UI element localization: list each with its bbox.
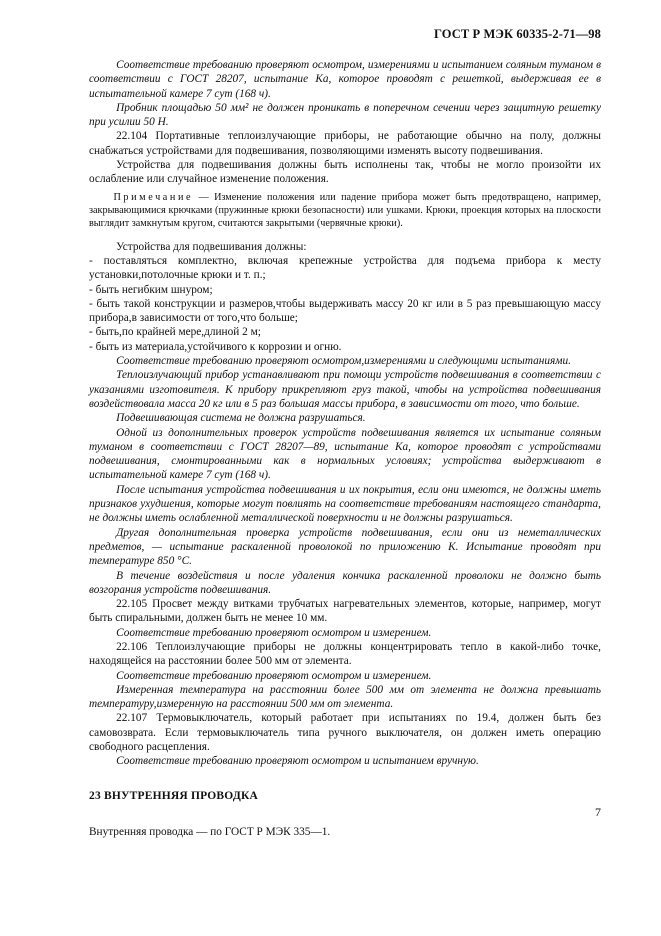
section-title: 23 ВНУТРЕННЯЯ ПРОВОДКА: [89, 789, 259, 802]
paragraph: Другая дополнительная проверка устройств подвешивания, если они из неметаллических предметов, — испытание раскаленной проволокой по приложению К. Испытание проводят при температуре 850 °С.: [89, 526, 601, 568]
list-item: - поставляться комплектно, включая крепежные устройства для подъема прибора к месту установки,потолочные крюки и т. п.;: [89, 254, 601, 282]
clause-22-105: 22.105 Просвет между витками трубчатых нагревательных элементов, которые, например, могут быть спиральными, должен быть не менее 10 мм.: [89, 598, 601, 625]
paragraph: Одной из дополнительных проверок устройств подвешивания является их испытание соляным туманом в соответствии с ГОСТ 28207—89, испытание Ка, которое проводят с устройствами подвешивания, смонтированными как в нормальных условиях; устройства выдерживают в испытательной камере 7 сут (168 ч).: [89, 426, 601, 482]
paragraph: Измеренная температура на расстоянии более 500 мм от элемента не должна превышать температуру,измеренную на расстоянии 500 мм от элемента.: [89, 683, 601, 711]
note: [89, 191, 601, 230]
list-item: - быть такой конструкции и размеров,чтобы выдерживать массу 20 кг или в 5 раз превышающую массу прибора,в зависимости от того,что больше;: [89, 297, 601, 325]
paragraph: Соответствие требованию проверяют осмотром и измерением.: [116, 626, 432, 639]
note-text: — Изменение положения или падение прибора может быть предотвращено, например, закрывающимися крючками (пружинные крюки безопасности) или ушками. Крюки, проекция которых на плоскости выглядит замкнутым кругом, считаются закрытыми (червячные крюки).: [89, 191, 601, 229]
paragraph: Соответствие требованию проверяют осмотром и испытанием вручную.: [116, 755, 479, 768]
document-body: [89, 58, 601, 839]
paragraph: Теплоизлучающий прибор устанавливают при помощи устройств подвешивания в соответствии с указаниями изготовителя. К прибору прикрепляют груз такой, чтобы на устройства подвешивания воздействовала масса 20 кг или в 5 раз большая массы прибора, в зависимости от того, что больше.: [89, 369, 601, 410]
section-body: Внутренняя проводка — по ГОСТ Р МЭК 335—1.: [89, 825, 331, 838]
paragraph: Пробник площадью 50 мм² не должен проникать в поперечном сечении через защитную решетку при усилии 50 Н.: [89, 101, 601, 129]
paragraph: Устройства для подвешивания должны:: [116, 240, 307, 253]
clause-22-107: 22.107 Термовыключатель, который работает при испытаниях по 19.4, должен быть без самовозврата. Если термовыключатель типа ручного выключателя, он должен иметь операцию свободного расцепления.: [89, 712, 601, 754]
clause-22-106: 22.106 Теплоизлучающие приборы не должны концентрировать тепло в какой-либо точке, находящейся на расстоянии более 500 мм от элемента.: [89, 640, 601, 668]
list-item: - быть негибким шнуром;: [89, 283, 213, 296]
clause-22-104: 22.104 Портативные теплоизлучающие приборы, не работающие обычно на полу, должны снабжаться устройствами для подвешивания, позволяющими изменять высоту подвешивания.: [89, 130, 601, 157]
page-number: 7: [595, 805, 601, 819]
paragraph: Устройства для подвешивания должны быть исполнены так, чтобы не могло произойти их ослабление или случайное изменение положения.: [89, 159, 601, 186]
note-label: Примечание: [113, 191, 194, 203]
paragraph: Подвешивающая система не должна разрушаться.: [116, 412, 366, 425]
paragraph: После испытания устройства подвешивания и их покрытия, если они имеются, не должны иметь признаков ухудшения, которые могут повлиять на соответствие требованиям настоящего стандарта, не должны иметь ослабленной металлической поверхности и не должны разрушаться.: [89, 483, 601, 525]
document-header: ГОСТ Р МЭК 60335-2-71—98: [434, 27, 601, 41]
paragraph: Соответствие требованию проверяют осмотром и измерением.: [116, 669, 432, 682]
list-item: - быть,по крайней мере,длиной 2 м;: [89, 326, 261, 339]
paragraph: В течение воздействия и после удаления кончика раскаленной проволоки не должно быть возгорания устройств подвешивания.: [89, 569, 601, 596]
paragraph: Соответствие требованию проверяют осмотром,измерениями и следующими испытаниями.: [116, 355, 571, 368]
paragraph: Соответствие требованию проверяют осмотром, измерениями и испытанием соляным туманом в соответствии с ГОСТ 28207, испытание Ка, которое проводят с решеткой, выдерживая ее в испытательной камере 7 сут (168 ч).: [89, 59, 601, 100]
list-item: - быть из материала,устойчивого к коррозии и огню.: [89, 340, 342, 353]
